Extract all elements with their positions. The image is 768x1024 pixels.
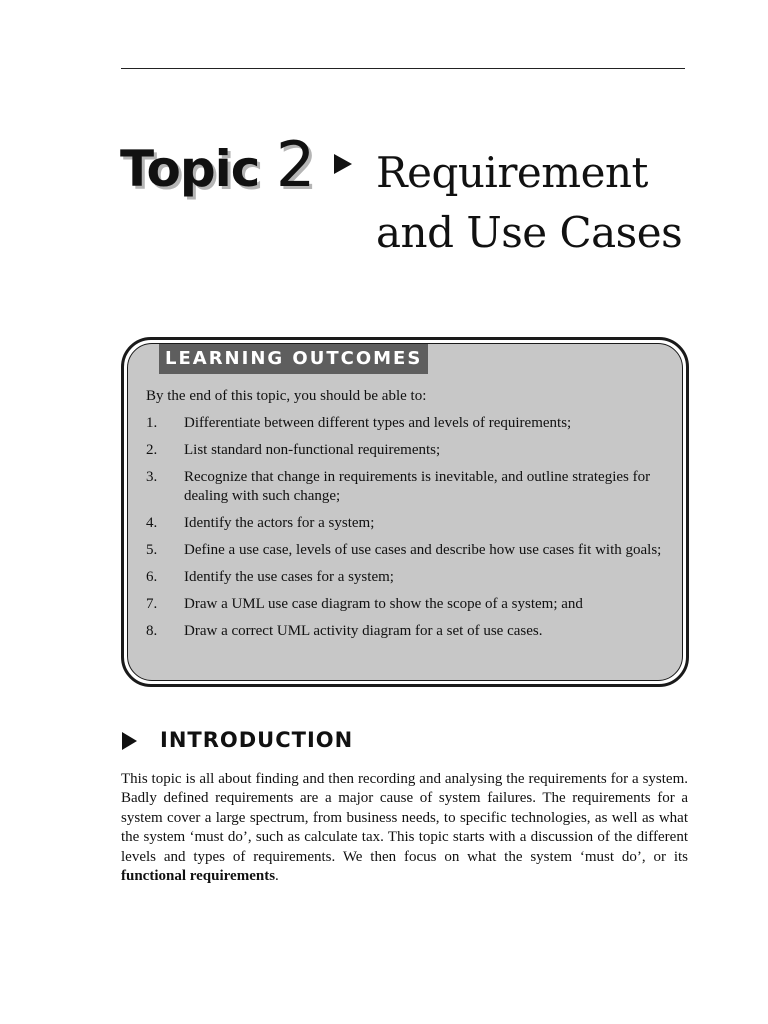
- item-number: 6.: [146, 569, 158, 585]
- intro-body-end: .: [275, 868, 279, 885]
- intro-body-bold: functional requirements: [121, 868, 276, 885]
- item-number: 5.: [146, 542, 158, 558]
- list-item: [146, 595, 666, 614]
- item-text: Recognize that change in requirements is inevitable, and outline strategies for dealing with such change;: [184, 469, 651, 504]
- section-arrow-icon: [122, 732, 137, 750]
- list-item: [146, 622, 666, 641]
- item-text: Draw a UML use case diagram to show the scope of a system; and: [184, 596, 583, 612]
- list-item: [146, 468, 666, 506]
- item-number: 7.: [146, 596, 158, 612]
- list-item: [146, 568, 666, 587]
- item-number: 4.: [146, 515, 158, 531]
- list-item: [146, 441, 666, 460]
- title-line-1: Requirement: [376, 148, 648, 197]
- topic-number: 2: [275, 128, 315, 201]
- intro-body-text: This topic is all about finding and then recording and analysing the requirements for a system. Badly defined requirements are a major cause of system failures. The requirements for a system cover a large spectrum, from business needs, to specific technologies, as well as what the system ‘must do’, such as calculate tax. This topic starts with a discussion of the different levels and types of requirements. We then focus on what the system ‘must do’, or its: [121, 771, 688, 865]
- item-text: Define a use case, levels of use cases and describe how use cases fit with goals;: [184, 542, 662, 558]
- item-number: 8.: [146, 623, 158, 639]
- top-rule: [121, 68, 685, 69]
- list-item: [146, 541, 666, 560]
- item-text: Identify the use cases for a system;: [184, 569, 394, 585]
- introduction-paragraph: [121, 770, 688, 886]
- list-item: [146, 414, 666, 433]
- item-text: Draw a correct UML activity diagram for a set of use cases.: [184, 623, 543, 639]
- learning-outcomes-heading: LEARNING OUTCOMES: [159, 344, 428, 374]
- topic-label: [120, 128, 315, 201]
- list-item: [146, 514, 666, 533]
- topic-word: Topic: [120, 140, 260, 198]
- item-number: 2.: [146, 442, 158, 458]
- play-arrow-icon: [334, 154, 352, 174]
- introduction-heading: INTRODUCTION: [160, 728, 354, 752]
- item-text: List standard non-functional requirements;: [184, 442, 441, 458]
- item-number: 3.: [146, 469, 158, 485]
- learning-outcomes-list: [146, 414, 666, 649]
- title-line-2: and Use Cases: [376, 208, 683, 257]
- item-text: Identify the actors for a system;: [184, 515, 375, 531]
- learning-outcomes-intro: By the end of this topic, you should be able to:: [146, 388, 427, 404]
- item-text: Differentiate between different types and levels of requirements;: [184, 415, 572, 431]
- item-number: 1.: [146, 415, 158, 431]
